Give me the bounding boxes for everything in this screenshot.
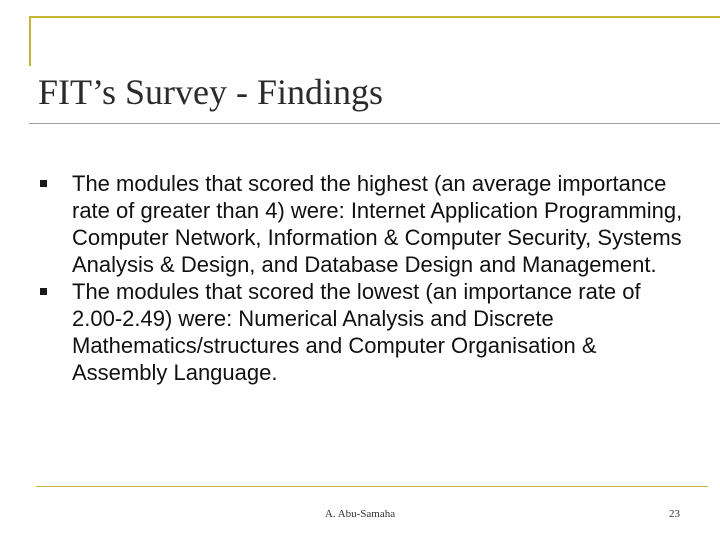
page-number: 23	[669, 508, 680, 520]
square-bullet-icon	[40, 180, 47, 187]
bullet-text: The modules that scored the lowest (an importance rate of 2.00-2.49) were: Numerical Analysis and Discrete Mathematics/structures and Computer Organisation & Assembly Language.	[72, 279, 641, 385]
footer-divider	[36, 486, 708, 487]
title-divider	[29, 123, 720, 124]
slide-title: FIT’s Survey - Findings	[38, 72, 384, 112]
bullet-list	[36, 170, 686, 386]
bullet-text: The modules that scored the highest (an average importance rate of greater than 4) were: Internet Application Programming, Computer Network, Information & Computer Security, Systems Analysis & Design, and Database Design and Management.	[72, 171, 683, 277]
square-bullet-icon	[40, 288, 47, 295]
left-accent-line	[29, 16, 31, 66]
bullet-item	[36, 278, 686, 386]
top-accent-line	[29, 16, 720, 18]
footer-author: A. Abu-Samaha	[324, 508, 396, 520]
bullet-item	[36, 170, 686, 278]
